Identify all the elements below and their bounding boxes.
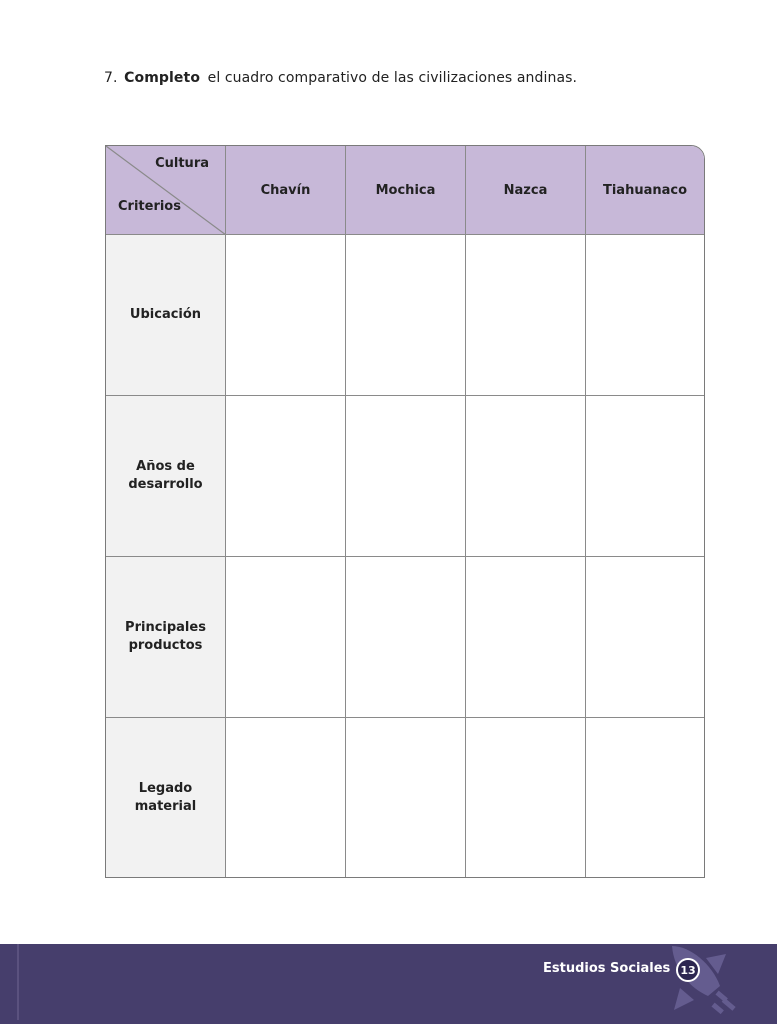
answer-cell[interactable]	[226, 718, 346, 877]
answer-cell[interactable]	[346, 235, 466, 396]
row-header-principales-productos: Principales productos	[106, 557, 226, 718]
answer-cell[interactable]	[586, 396, 704, 557]
row-header-ubicacion: Ubicación	[106, 235, 226, 396]
answer-cell[interactable]	[466, 396, 586, 557]
corner-label-criterios: Criterios	[118, 199, 181, 214]
answer-cell[interactable]	[226, 235, 346, 396]
answer-cell[interactable]	[226, 557, 346, 718]
page-number: 13	[676, 958, 700, 982]
column-header-mochica: Mochica	[346, 146, 466, 235]
answer-cell[interactable]	[586, 718, 704, 877]
corner-label-cultura: Cultura	[155, 156, 209, 171]
column-header-tiahuanaco: Tiahuanaco	[586, 146, 704, 235]
row-header-anos-de-desarrollo: Años de desarrollo	[106, 396, 226, 557]
instruction-number: 7.	[104, 70, 118, 86]
rocket-icon	[650, 944, 750, 1024]
answer-cell[interactable]	[466, 235, 586, 396]
answer-cell[interactable]	[226, 396, 346, 557]
footer-stripe	[17, 944, 19, 1020]
column-header-chavin: Chavín	[226, 146, 346, 235]
answer-cell[interactable]	[586, 557, 704, 718]
answer-cell[interactable]	[346, 396, 466, 557]
comparison-table	[105, 145, 705, 878]
page-footer	[0, 944, 777, 1024]
answer-cell[interactable]	[586, 235, 704, 396]
instruction-text: el cuadro comparativo de las civilizaciones andinas.	[207, 70, 578, 86]
row-header-legado-material: Legado material	[106, 718, 226, 877]
footer-subject: Estudios Sociales	[543, 961, 671, 976]
answer-cell[interactable]	[466, 718, 586, 877]
answer-cell[interactable]	[346, 557, 466, 718]
answer-cell[interactable]	[466, 557, 586, 718]
instruction-verb: Completo	[124, 70, 201, 86]
answer-cell[interactable]	[346, 718, 466, 877]
corner-header	[106, 146, 226, 235]
column-header-nazca: Nazca	[466, 146, 586, 235]
instruction	[104, 70, 577, 86]
